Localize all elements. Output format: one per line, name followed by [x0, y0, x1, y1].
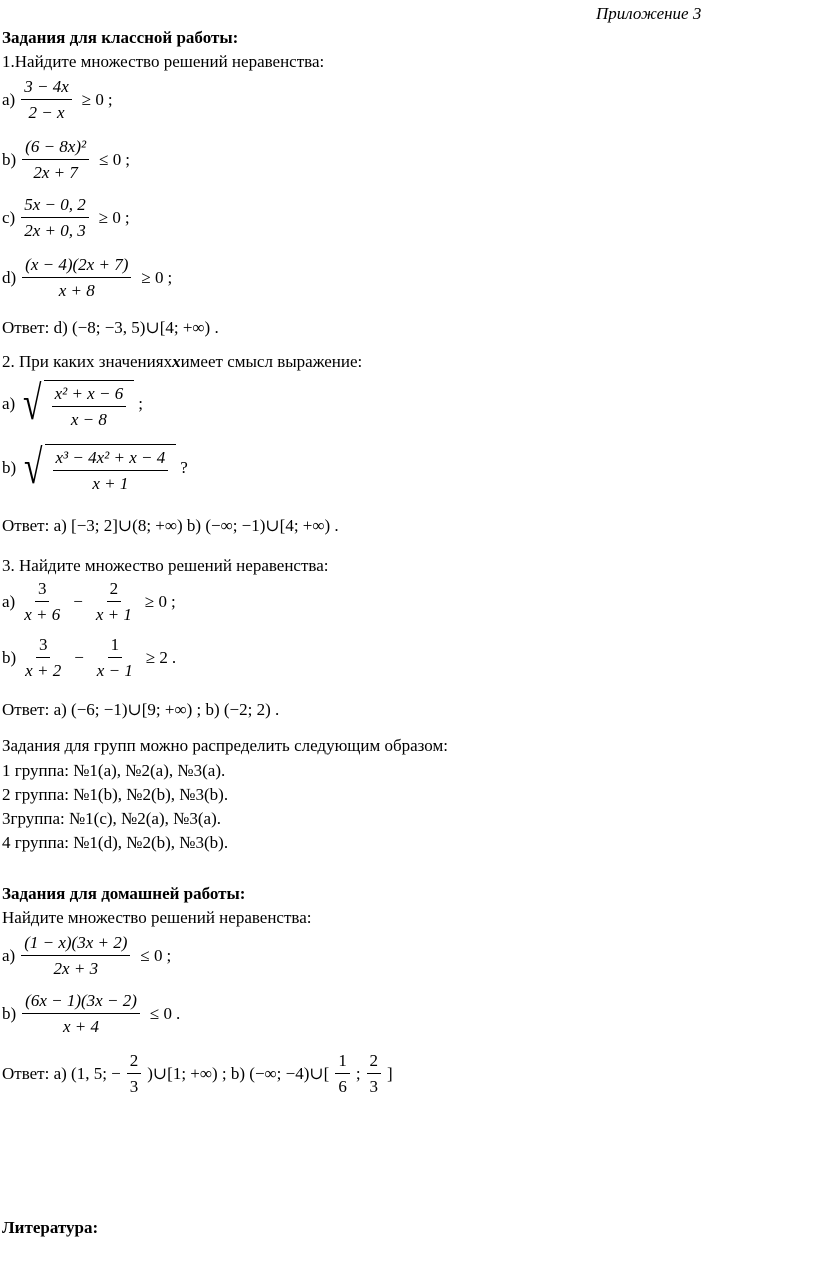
relation: ≥ 0: [81, 89, 104, 109]
fraction: $\frac{1}{x - 1}$: [96, 635, 133, 680]
relation: ≥ 0: [144, 591, 167, 611]
group-line-4: 4 группа: №1(d), №2(b), №3(b).: [2, 833, 229, 852]
task1-item-b: b) $\frac{\text{(6 − 8x)²}}{2x + 7}$ ≤ 0 ;: [2, 137, 130, 182]
fraction: $\frac{(x - 4)(2x + 7)}{x + 8}$: [22, 256, 131, 299]
task2-item-b: b) √ $\frac{\text{x³ − 4x² + x − 4}}{x + 1}$ ?: [2, 441, 188, 494]
task1-item-d: d) $\frac{(x - 4)(2x + 7)}{x + 8}$ ≥ 0 ;: [2, 255, 173, 300]
fraction: $\frac{3}{x + 2}$: [25, 635, 62, 680]
item-label: a): [2, 89, 16, 109]
item-label: c): [2, 207, 16, 227]
item-label: b): [2, 149, 17, 169]
fraction: $\frac{\text{x² + x − 6}}{x - 8}$: [52, 385, 127, 428]
homework-title: Задания для домашней работы:: [2, 884, 246, 903]
fraction: $\frac{5x - 0, 2}{2x + 0, 3}$: [21, 196, 89, 239]
task1-item-a: a) $\frac{3 - 4x}{2 - x}$ ≥ 0 ;: [2, 77, 113, 122]
homework-item-a: a) $\frac{(1 - x)(3x + 2)}{2x + 3}$ ≤ 0 ;: [2, 933, 172, 978]
fraction: $\frac{3}{x + 6}$: [24, 579, 61, 624]
fraction: $\frac{2}{3}$: [367, 1052, 382, 1095]
fraction: $\frac{(1 - x)(3x + 2)}{2x + 3}$: [21, 934, 130, 977]
group-line-1: 1 группа: №1(a), №2(a), №3(a).: [2, 761, 226, 780]
fraction: $\frac{2}{x + 1}$: [95, 579, 132, 624]
fraction: $\frac{2}{3}$: [127, 1052, 142, 1095]
group-line-3: 3группа: №1(c), №2(a), №3(a).: [2, 809, 221, 828]
relation: ≥ 0: [141, 267, 164, 287]
item-label: b): [2, 647, 17, 667]
fraction: $\frac{(6x - 1)(3x - 2)}{x + 4}$: [22, 992, 140, 1035]
square-root: [20, 441, 176, 494]
relation: ≥ 2: [145, 647, 168, 667]
task3-item-a: a) $\frac{3}{x + 6}$ − $\frac{2}{x + 1}$ ≥ 0 ;: [2, 579, 176, 624]
class-work-title: Задания для классной работы:: [2, 28, 239, 47]
item-label: a): [2, 394, 16, 413]
homework-answer: Ответ: a) (1, 5; − $\frac{2}{3}$ )∪[1; +∞) ; b) (−∞; −4)∪[ $\frac{1}{6}$ ; $\frac{2}{3}$ ]: [2, 1051, 393, 1096]
item-label: a): [2, 591, 16, 611]
square-root: [19, 377, 134, 430]
fraction: $\frac{\text{x³ − 4x² + x − 4}}{x + 1}$: [53, 449, 169, 492]
task3-item-b: b) $\frac{3}{x + 2}$ − $\frac{1}{x - 1}$ ≥ 2 .: [2, 635, 177, 680]
task1-prompt: 1.Найдите множество решений неравенства:: [2, 52, 325, 71]
item-label: b): [2, 1003, 17, 1023]
relation: ≤ 0: [149, 1003, 172, 1023]
relation: ≤ 0: [99, 149, 122, 169]
radical-sign-icon: √: [24, 441, 43, 494]
appendix-label: Приложение 3: [596, 4, 702, 23]
item-label: d): [2, 267, 17, 287]
fraction: $\frac{1}{6}$: [335, 1052, 350, 1095]
task3-answer: Ответ: a) (−6; −1)∪[9; +∞) ; b) (−2; 2) .: [2, 700, 280, 719]
fraction: $\frac{\text{(6 − 8x)²}}{2x + 7}$: [22, 138, 89, 181]
task1-answer: Ответ: d) (−8; −3, 5)∪[4; +∞) .: [2, 318, 219, 337]
literature-title: Литература:: [2, 1218, 99, 1237]
task2-item-a: a) √ $\frac{\text{x² + x − 6}}{x - 8}$ ;: [2, 377, 143, 430]
task2-prompt: 2. При каких значениях x имеет смысл выражение:: [2, 352, 363, 371]
groups-intro: Задания для групп можно распределить следующим образом:: [2, 736, 448, 755]
fraction: $\frac{3 - 4x}{2 - x}$: [21, 78, 72, 121]
variable-x: x: [172, 352, 181, 371]
item-label: b): [2, 458, 17, 477]
task1-item-c: c) $\frac{5x - 0, 2}{2x + 0, 3}$ ≥ 0 ;: [2, 195, 130, 240]
homework-item-b: b) $\frac{(6x - 1)(3x - 2)}{x + 4}$ ≤ 0 .: [2, 991, 181, 1036]
relation: ≤ 0: [140, 945, 163, 965]
item-label: a): [2, 945, 16, 965]
group-line-2: 2 группа: №1(b), №2(b), №3(b).: [2, 785, 229, 804]
task3-prompt: 3. Найдите множество решений неравенства:: [2, 556, 329, 575]
task2-answer: Ответ: a) [−3; 2]∪(8; +∞) b) (−∞; −1)∪[4; +∞) .: [2, 516, 339, 535]
relation: ≥ 0: [98, 207, 121, 227]
homework-prompt: Найдите множество решений неравенства:: [2, 908, 312, 927]
radical-sign-icon: √: [23, 377, 42, 430]
